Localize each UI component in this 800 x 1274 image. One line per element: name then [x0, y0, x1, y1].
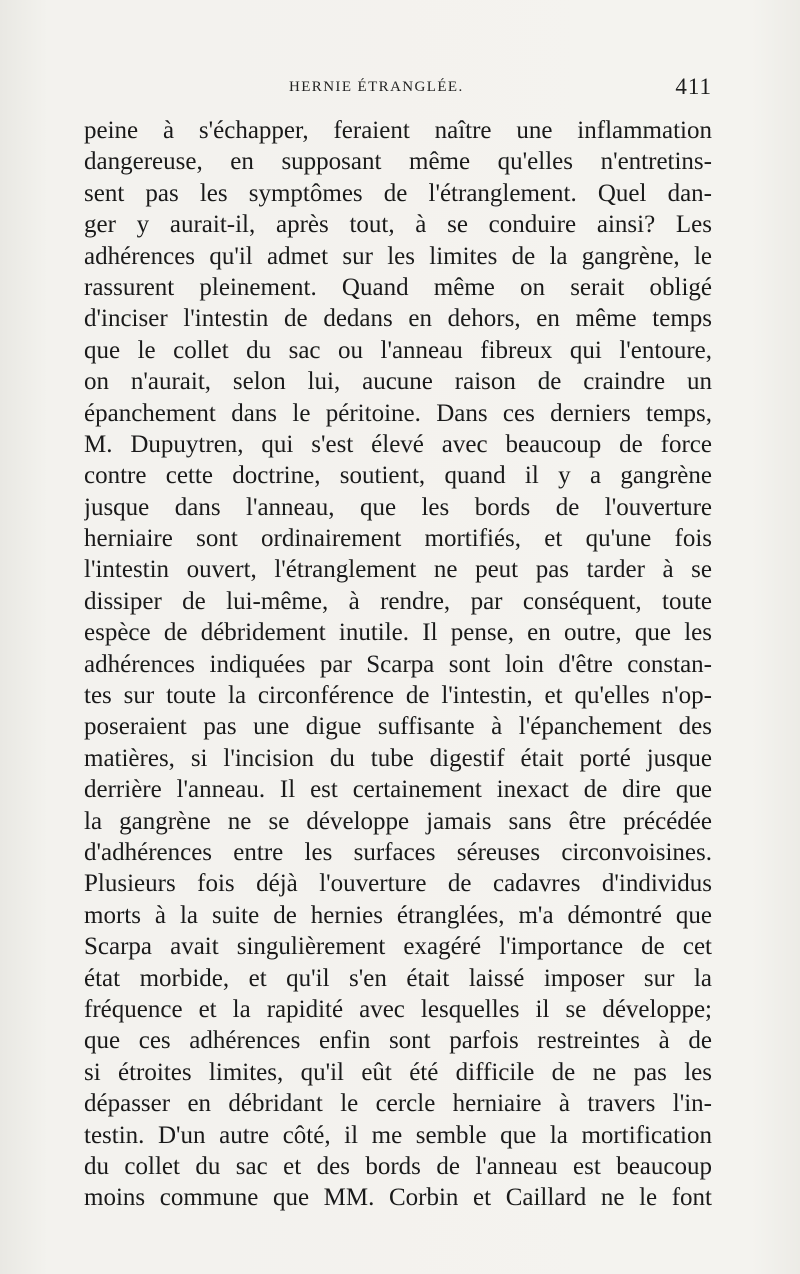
text-line: du collet du sac et des bords de l'anneau est beaucoup: [84, 1152, 712, 1180]
text-line: Plusieurs fois déjà l'ouverture de cadavres d'individus: [84, 870, 712, 898]
text-line: morts à la suite de hernies étranglées, m'a démontré que: [84, 901, 712, 929]
text-line: d'adhérences entre les surfaces séreuses circonvoisines.: [84, 838, 712, 866]
text-line: adhérences indiquées par Scarpa sont loin d'être constan-: [84, 650, 712, 678]
text-line: derrière l'anneau. Il est certainement inexact de dire que: [84, 776, 712, 804]
text-line: M. Dupuytren, qui s'est élevé avec beaucoup de force: [84, 430, 712, 458]
running-head: HERNIE ÉTRANGLÉE.: [289, 79, 464, 95]
text-line: d'inciser l'intestin de dedans en dehors, en même temps: [84, 305, 712, 333]
text-line: ger y aurait-il, après tout, à se conduire ainsi? Les: [84, 211, 712, 239]
text-line: peine à s'échapper, feraient naître une inflammation: [84, 117, 712, 144]
text-line: jusque dans l'anneau, que les bords de l'ouverture: [84, 493, 712, 521]
text-line: épanchement dans le péritoine. Dans ces derniers temps,: [84, 399, 712, 427]
text-line: dangereuse, en supposant même qu'elles n'entretins-: [84, 148, 712, 176]
page-header: [84, 76, 714, 104]
text-line: poseraient pas une digue suffisante à l'épanchement des: [84, 713, 712, 741]
text-line: matières, si l'incision du tube digestif était porté jusque: [84, 744, 712, 772]
body-text: [84, 115, 712, 1214]
text-line: dépasser en débridant le cercle herniaire à travers l'in-: [84, 1090, 712, 1118]
text-line: Scarpa avait singulièrement exagéré l'importance de cet: [84, 933, 712, 961]
text-line: testin. D'un autre côté, il me semble que la mortification: [84, 1121, 712, 1149]
text-line: que ces adhérences enfin sont parfois restreintes à de: [84, 1027, 712, 1055]
text-line: sent pas les symptômes de l'étranglement. Quel dan-: [84, 179, 712, 207]
text-line: on n'aurait, selon lui, aucune raison de craindre un: [84, 368, 712, 396]
text-line: rassurent pleinement. Quand même on serait obligé: [84, 273, 712, 301]
text-line: l'intestin ouvert, l'étranglement ne peut pas tarder à se: [84, 556, 712, 584]
text-line: moins commune que MM. Corbin et Caillard ne le font: [84, 1184, 712, 1212]
text-line: si étroites limites, qu'il eût été difficile de ne pas les: [84, 1058, 712, 1086]
text-line: adhérences qu'il admet sur les limites de la gangrène, le: [84, 242, 712, 270]
text-line: la gangrène ne se développe jamais sans être précédée: [84, 807, 712, 835]
text-line: tes sur toute la circonférence de l'intestin, et qu'elles n'op-: [84, 682, 712, 710]
text-line: espèce de débridement inutile. Il pense, en outre, que les: [84, 619, 712, 647]
text-line: herniaire sont ordinairement mortifiés, et qu'une fois: [84, 525, 712, 553]
text-line: fréquence et la rapidité avec lesquelles il se développe;: [84, 995, 712, 1023]
page-number: 411: [675, 74, 712, 99]
text-line: que le collet du sac ou l'anneau fibreux qui l'entoure,: [84, 336, 712, 364]
text-line: dissiper de lui-même, à rendre, par conséquent, toute: [84, 587, 712, 615]
text-line: contre cette doctrine, soutient, quand il y a gangrène: [84, 462, 712, 490]
text-line: état morbide, et qu'il s'en était laissé imposer sur la: [84, 964, 712, 992]
